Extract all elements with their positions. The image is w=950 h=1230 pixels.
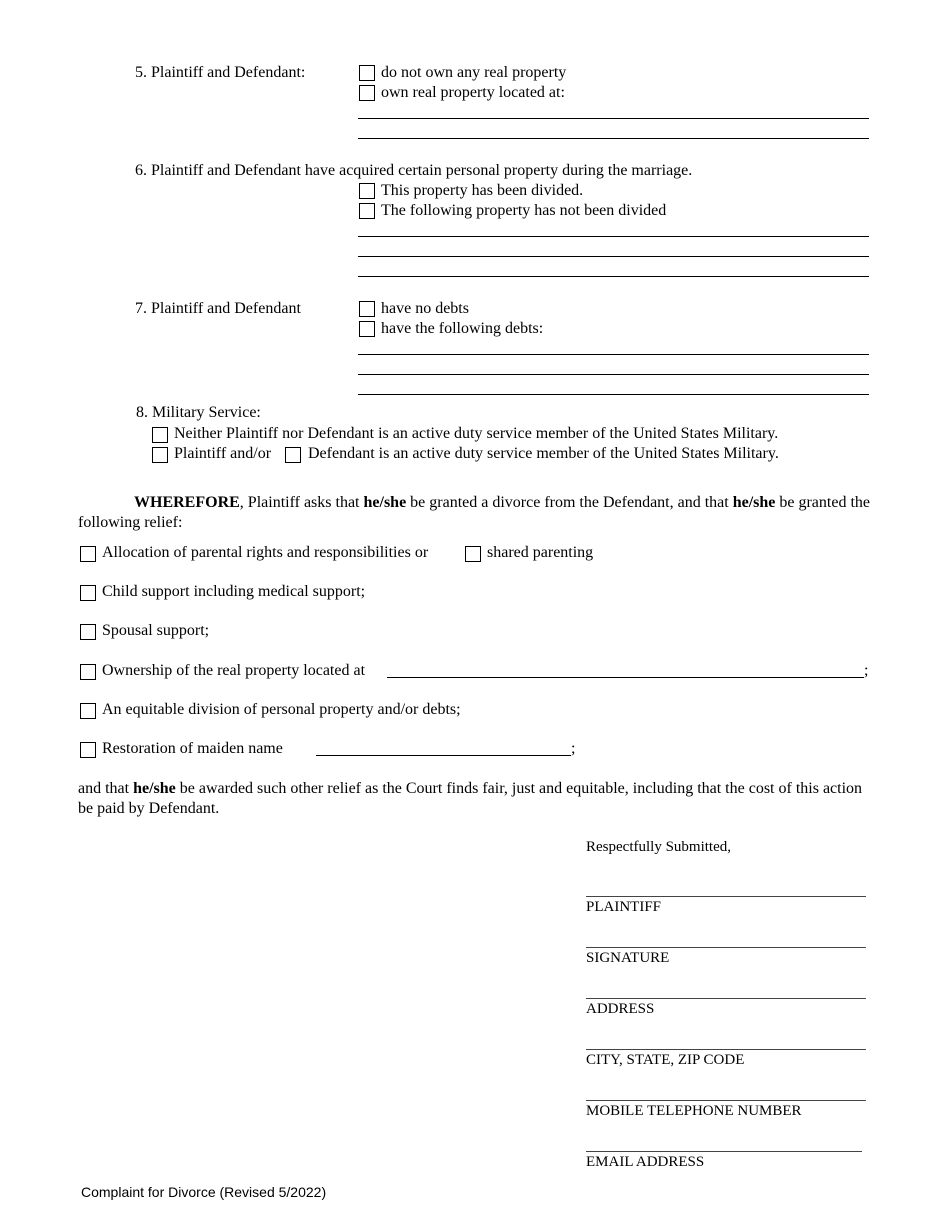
shared-parenting-label: shared parenting (487, 544, 594, 561)
address-label: ADDRESS (586, 1001, 655, 1017)
property-not-divided-label: The following property has not been divided (381, 202, 667, 219)
maiden-name-label: Restoration of maiden name (102, 740, 283, 757)
wherefore-keyword: WHEREFORE (134, 494, 240, 511)
property-divided-label: This property has been divided. (381, 182, 584, 199)
closing-text-1: and that (78, 780, 134, 797)
property-not-divided-checkbox[interactable] (359, 203, 375, 219)
debts-line-2[interactable] (358, 374, 869, 375)
defendant-military-checkbox[interactable] (285, 447, 301, 463)
personal-property-line-3[interactable] (358, 276, 869, 277)
mobile-phone-label: MOBILE TELEPHONE NUMBER (586, 1103, 802, 1119)
signature-label: SIGNATURE (586, 950, 670, 966)
he-she-3: he/she (133, 780, 176, 797)
real-property-line-2[interactable] (358, 138, 869, 139)
property-divided-checkbox[interactable] (359, 183, 375, 199)
debts-line-1[interactable] (358, 354, 869, 355)
spousal-support-checkbox[interactable] (80, 624, 96, 640)
email-label: EMAIL ADDRESS (586, 1154, 705, 1170)
section-7-label: 7. Plaintiff and Defendant (135, 300, 301, 317)
wherefore-text-2: be granted a divorce from the Defendant, and that (406, 494, 733, 511)
wherefore-text-1: , Plaintiff asks that (239, 494, 364, 511)
maiden-name-line[interactable] (316, 755, 571, 756)
parental-rights-label: Allocation of parental rights and responsibilities or (102, 544, 429, 561)
child-support-checkbox[interactable] (80, 585, 96, 601)
personal-property-line-1[interactable] (358, 236, 869, 237)
debts-line-3[interactable] (358, 394, 869, 395)
no-real-property-label: do not own any real property (381, 64, 567, 81)
footer-text: Complaint for Divorce (Revised 5/2022) (81, 1184, 327, 1200)
maiden-name-checkbox[interactable] (80, 742, 96, 758)
spousal-support-label: Spousal support; (102, 622, 210, 639)
maiden-name-semicolon: ; (571, 740, 576, 757)
parental-rights-checkbox[interactable] (80, 546, 96, 562)
child-support-label: Child support including medical support; (102, 583, 366, 600)
section-8-label: 8. Military Service: (136, 404, 261, 421)
personal-property-line-2[interactable] (358, 256, 869, 257)
has-debts-checkbox[interactable] (359, 321, 375, 337)
real-property-ownership-label: Ownership of the real property located at (102, 662, 366, 679)
no-debts-checkbox[interactable] (359, 301, 375, 317)
section-5-label: 5. Plaintiff and Defendant: (135, 64, 306, 81)
plaintiff-label: PLAINTIFF (586, 899, 662, 915)
real-property-line-1[interactable] (358, 118, 869, 119)
respectfully-submitted: Respectfully Submitted, (586, 839, 731, 855)
own-real-property-label: own real property located at: (381, 84, 565, 101)
defendant-military-label: Defendant is an active duty service member of the United States Military. (308, 445, 779, 462)
real-property-ownership-checkbox[interactable] (80, 664, 96, 680)
he-she-1: he/she (363, 494, 407, 511)
no-military-checkbox[interactable] (152, 427, 168, 443)
shared-parenting-checkbox[interactable] (465, 546, 481, 562)
no-real-property-checkbox[interactable] (359, 65, 375, 81)
no-debts-label: have no debts (381, 300, 469, 317)
plaintiff-military-checkbox[interactable] (152, 447, 168, 463)
city-state-zip-label: CITY, STATE, ZIP CODE (586, 1052, 745, 1068)
wherefore-text-3: be granted the following relief: (78, 494, 870, 531)
has-debts-label: have the following debts: (381, 320, 544, 337)
closing-paragraph (78, 779, 872, 819)
closing-text-2: be awarded such other relief as the Court finds fair, just and equitable, including that the cost of this action be paid by Defendant. (78, 780, 863, 817)
equitable-division-checkbox[interactable] (80, 703, 96, 719)
real-property-address-line[interactable] (387, 677, 864, 678)
equitable-division-label: An equitable division of personal property and/or debts; (102, 701, 461, 718)
real-property-semicolon: ; (864, 662, 869, 679)
plaintiff-military-label: Plaintiff and/or (174, 445, 272, 462)
no-military-label: Neither Plaintiff nor Defendant is an active duty service member of the United States Military. (174, 425, 779, 442)
own-real-property-checkbox[interactable] (359, 85, 375, 101)
wherefore-paragraph (78, 493, 870, 533)
he-she-2: he/she (732, 494, 776, 511)
section-6-label: 6. Plaintiff and Defendant have acquired certain personal property during the marriage. (135, 162, 693, 179)
